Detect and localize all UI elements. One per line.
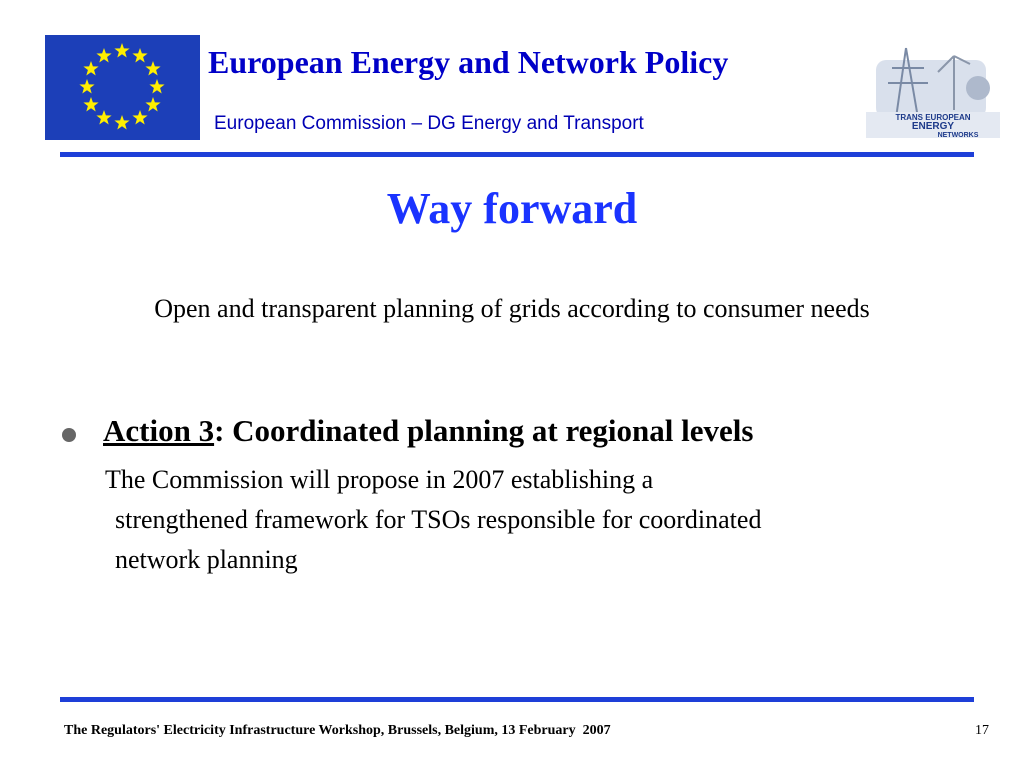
footer-divider	[60, 697, 974, 702]
footer-text: The Regulators' Electricity Infrastructure Workshop, Brussels, Belgium, 13 February 2007	[64, 723, 611, 738]
description-line: The Commission will propose in 2007 establishing a	[105, 465, 654, 494]
intro-text: Open and transparent planning of grids according to consumer needs	[154, 294, 870, 323]
energy-networks-icon	[866, 38, 1000, 138]
slide-title: Way forward	[386, 184, 638, 233]
action-heading-text: : Coordinated planning at regional levels	[214, 413, 754, 448]
header-subtitle: European Commission – DG Energy and Transport	[214, 113, 644, 134]
logo-text-line-2: ENERGY	[911, 121, 955, 132]
page-number: 17	[975, 723, 989, 738]
action-heading	[103, 413, 753, 449]
header-title: European Energy and Network Policy	[208, 44, 729, 80]
description-line: network planning	[115, 545, 298, 574]
logo-text-line-3: NETWORKS	[937, 132, 979, 138]
eu-stars-icon	[45, 35, 200, 140]
bullet-icon	[62, 428, 76, 442]
action-label: Action 3	[103, 413, 215, 448]
trans-european-energy-networks-logo	[866, 38, 1000, 138]
logo-text-line-1: TRANS EUROPEAN	[895, 113, 971, 122]
header-divider	[60, 152, 974, 157]
action-description	[105, 460, 985, 580]
eu-flag-logo	[45, 35, 200, 140]
description-line: strengthened framework for TSOs responsible for coordinated	[115, 505, 762, 534]
